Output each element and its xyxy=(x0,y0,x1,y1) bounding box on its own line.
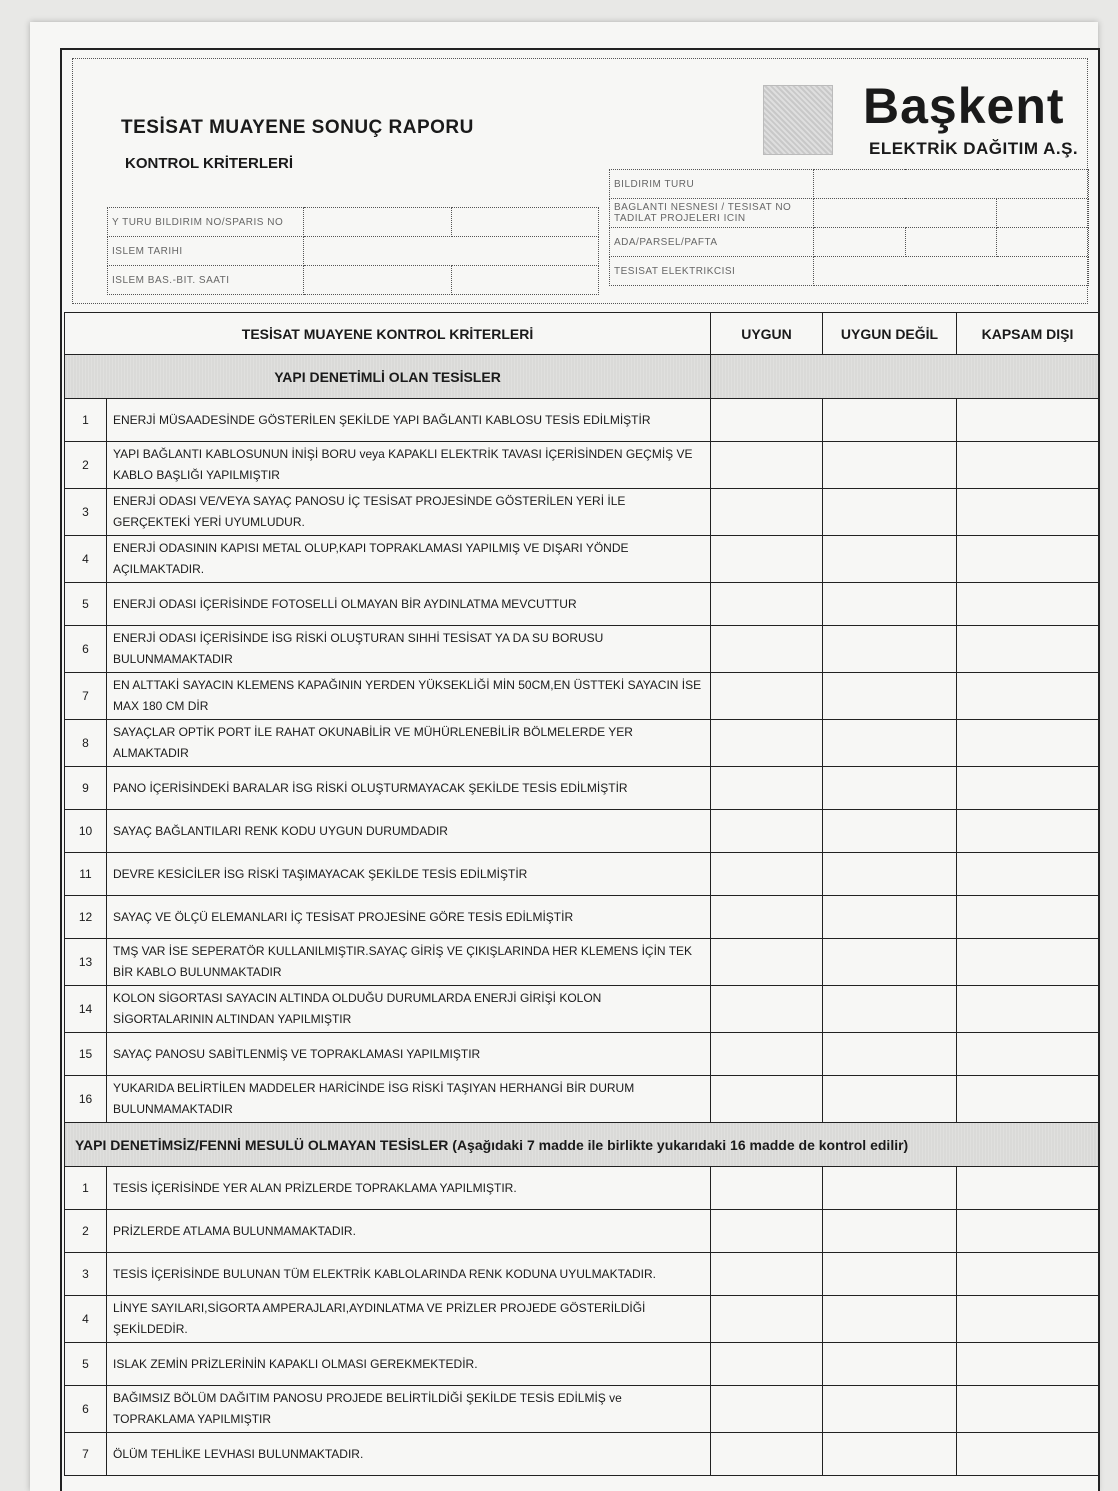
out-of-scope-checkbox-cell[interactable] xyxy=(957,939,1099,986)
criterion-text: PANO İÇERİSİNDEKİ BARALAR İSG RİSKİ OLUŞTURMAYACAK ŞEKİLDE TESİS EDİLMİŞTİR xyxy=(107,767,711,810)
not-ok-checkbox-cell[interactable] xyxy=(823,720,957,767)
table-row xyxy=(65,1296,1099,1343)
criterion-text: ENERJİ ODASININ KAPISI METAL OLUP,KAPI TOPRAKLAMASI YAPILMIŞ VE DIŞARI YÖNDE AÇILMAKTADIR. xyxy=(107,536,711,583)
stamp-image xyxy=(763,85,833,155)
ok-checkbox-cell[interactable] xyxy=(711,939,823,986)
out-of-scope-checkbox-cell[interactable] xyxy=(957,986,1099,1033)
column-header-out-of-scope: KAPSAM DIŞI xyxy=(957,313,1099,355)
page-title: TESİSAT MUAYENE SONUÇ RAPORU xyxy=(121,117,474,138)
out-of-scope-checkbox-cell[interactable] xyxy=(957,1076,1099,1123)
table-row xyxy=(65,720,1099,767)
not-ok-checkbox-cell[interactable] xyxy=(823,939,957,986)
not-ok-checkbox-cell[interactable] xyxy=(823,442,957,489)
criterion-number: 10 xyxy=(65,810,107,853)
form-frame xyxy=(60,48,1100,1491)
table-row xyxy=(65,896,1099,939)
table-row xyxy=(65,853,1099,896)
criteria-table xyxy=(64,312,1099,1476)
column-header-not-ok: UYGUN DEĞİL xyxy=(823,313,957,355)
out-of-scope-checkbox-cell[interactable] xyxy=(957,720,1099,767)
not-ok-checkbox-cell[interactable] xyxy=(823,1033,957,1076)
not-ok-checkbox-cell[interactable] xyxy=(823,1386,957,1433)
table-row xyxy=(65,1253,1099,1296)
criterion-text: TMŞ VAR İSE SEPERATÖR KULLANILMIŞTIR.SAYAÇ GİRİŞ VE ÇIKIŞLARINDA HER KLEMENS İÇİN TEK BİR KABLO BULUNMAKTADIR xyxy=(107,939,711,986)
table-row xyxy=(65,767,1099,810)
info-row xyxy=(610,170,1089,199)
not-ok-checkbox-cell[interactable] xyxy=(823,853,957,896)
section-title: YAPI DENETİMLİ OLAN TESİSLER xyxy=(65,355,711,399)
out-of-scope-checkbox-cell[interactable] xyxy=(957,896,1099,939)
criterion-number: 1 xyxy=(65,399,107,442)
info-value-field[interactable] xyxy=(814,199,997,228)
criterion-number: 4 xyxy=(65,1296,107,1343)
ok-checkbox-cell[interactable] xyxy=(711,720,823,767)
not-ok-checkbox-cell[interactable] xyxy=(823,810,957,853)
criterion-number: 8 xyxy=(65,720,107,767)
criterion-number: 15 xyxy=(65,1033,107,1076)
criterion-number: 14 xyxy=(65,986,107,1033)
table-row xyxy=(65,1386,1099,1433)
not-ok-checkbox-cell[interactable] xyxy=(823,1210,957,1253)
criterion-text: LİNYE SAYILARI,SİGORTA AMPERAJLARI,AYDINLATMA VE PRİZLER PROJEDE GÖSTERİLDİĞİ ŞEKİLDEDİR. xyxy=(107,1296,711,1343)
criterion-text: TESİS İÇERİSİNDE BULUNAN TÜM ELEKTRİK KABLOLARINDA RENK KODUNA UYULMAKTADIR. xyxy=(107,1253,711,1296)
info-label: ISLEM BAS.-BIT. SAATI xyxy=(108,266,304,295)
criterion-number: 6 xyxy=(65,626,107,673)
info-value-field[interactable] xyxy=(905,228,997,257)
criterion-number: 2 xyxy=(65,1210,107,1253)
table-row xyxy=(65,583,1099,626)
out-of-scope-checkbox-cell[interactable] xyxy=(957,767,1099,810)
criterion-text: TESİS İÇERİSİNDE YER ALAN PRİZLERDE TOPRAKLAMA YAPILMIŞTIR. xyxy=(107,1167,711,1210)
not-ok-checkbox-cell[interactable] xyxy=(823,626,957,673)
info-value-field[interactable] xyxy=(997,228,1089,257)
info-table-right xyxy=(609,169,1089,286)
criterion-number: 13 xyxy=(65,939,107,986)
ok-checkbox-cell[interactable] xyxy=(711,1167,823,1210)
out-of-scope-checkbox-cell[interactable] xyxy=(957,1253,1099,1296)
table-row xyxy=(65,1167,1099,1210)
out-of-scope-checkbox-cell[interactable] xyxy=(957,626,1099,673)
not-ok-checkbox-cell[interactable] xyxy=(823,1253,957,1296)
out-of-scope-checkbox-cell[interactable] xyxy=(957,536,1099,583)
info-value-field[interactable] xyxy=(814,170,1089,199)
not-ok-checkbox-cell[interactable] xyxy=(823,489,957,536)
criterion-number: 3 xyxy=(65,489,107,536)
criterion-text: SAYAÇ BAĞLANTILARI RENK KODU UYGUN DURUMDADIR xyxy=(107,810,711,853)
not-ok-checkbox-cell[interactable] xyxy=(823,767,957,810)
criterion-number: 6 xyxy=(65,1386,107,1433)
info-row xyxy=(108,208,599,237)
info-value-field[interactable] xyxy=(451,266,599,295)
ok-checkbox-cell[interactable] xyxy=(711,1076,823,1123)
info-value-field[interactable] xyxy=(814,257,1089,286)
info-table-left xyxy=(107,207,599,295)
criterion-number: 12 xyxy=(65,896,107,939)
ok-checkbox-cell[interactable] xyxy=(711,583,823,626)
criterion-text: ENERJİ MÜSAADESİNDE GÖSTERİLEN ŞEKİLDE YAPI BAĞLANTI KABLOSU TESİS EDİLMİŞTİR xyxy=(107,399,711,442)
out-of-scope-checkbox-cell[interactable] xyxy=(957,1167,1099,1210)
criterion-text: EN ALTTAKİ SAYACIN KLEMENS KAPAĞININ YERDEN YÜKSEKLİĞİ MİN 50CM,EN ÜSTTEKİ SAYACIN İSE MAX 180 CM DİR xyxy=(107,673,711,720)
column-header-criteria: TESİSAT MUAYENE KONTROL KRİTERLERİ xyxy=(65,313,711,355)
section-title: YAPI DENETİMSİZ/FENNİ MESULÜ OLMAYAN TESİSLER (Aşağıdaki 7 madde ile birlikte yukarıdaki 16 madde de kontrol edilir) xyxy=(65,1123,1099,1167)
info-value-field[interactable] xyxy=(304,266,452,295)
ok-checkbox-cell[interactable] xyxy=(711,1296,823,1343)
criterion-number: 16 xyxy=(65,1076,107,1123)
out-of-scope-checkbox-cell[interactable] xyxy=(957,853,1099,896)
criterion-text: ENERJİ ODASI VE/VEYA SAYAÇ PANOSU İÇ TESİSAT PROJESİNDE GÖSTERİLEN YERİ İLE GERÇEKTEKİ YERİ UYUMLUDUR. xyxy=(107,489,711,536)
table-row xyxy=(65,810,1099,853)
info-label: TESISAT ELEKTRIKCISI xyxy=(610,257,814,286)
criterion-text: SAYAÇLAR OPTİK PORT İLE RAHAT OKUNABİLİR VE MÜHÜRLENEBİLİR BÖLMELERDE YER ALMAKTADIR xyxy=(107,720,711,767)
table-row xyxy=(65,1210,1099,1253)
criterion-number: 5 xyxy=(65,1343,107,1386)
ok-checkbox-cell[interactable] xyxy=(711,626,823,673)
criterion-number: 7 xyxy=(65,1433,107,1476)
out-of-scope-checkbox-cell[interactable] xyxy=(957,1386,1099,1433)
table-row xyxy=(65,1343,1099,1386)
form-header xyxy=(72,58,1088,304)
ok-checkbox-cell[interactable] xyxy=(711,1433,823,1476)
section-header-row xyxy=(65,1123,1099,1167)
ok-checkbox-cell[interactable] xyxy=(711,1343,823,1386)
table-row xyxy=(65,489,1099,536)
out-of-scope-checkbox-cell[interactable] xyxy=(957,489,1099,536)
ok-checkbox-cell[interactable] xyxy=(711,442,823,489)
ok-checkbox-cell[interactable] xyxy=(711,489,823,536)
criterion-number: 2 xyxy=(65,442,107,489)
table-row xyxy=(65,939,1099,986)
criterion-text: DEVRE KESİCİLER İSG RİSKİ TAŞIMAYACAK ŞEKİLDE TESİS EDİLMİŞTİR xyxy=(107,853,711,896)
not-ok-checkbox-cell[interactable] xyxy=(823,536,957,583)
out-of-scope-checkbox-cell[interactable] xyxy=(957,442,1099,489)
out-of-scope-checkbox-cell[interactable] xyxy=(957,673,1099,720)
not-ok-checkbox-cell[interactable] xyxy=(823,896,957,939)
criterion-text: ENERJİ ODASI İÇERİSİNDE FOTOSELLİ OLMAYAN BİR AYDINLATMA MEVCUTTUR xyxy=(107,583,711,626)
table-row xyxy=(65,442,1099,489)
not-ok-checkbox-cell[interactable] xyxy=(823,1167,957,1210)
not-ok-checkbox-cell[interactable] xyxy=(823,1343,957,1386)
info-label: BAGLANTI NESNESI / TESISAT NO TADILAT PROJELERI ICIN xyxy=(610,199,814,228)
out-of-scope-checkbox-cell[interactable] xyxy=(957,583,1099,626)
info-value-field[interactable] xyxy=(997,199,1089,228)
ok-checkbox-cell[interactable] xyxy=(711,1253,823,1296)
not-ok-checkbox-cell[interactable] xyxy=(823,1433,957,1476)
ok-checkbox-cell[interactable] xyxy=(711,1386,823,1433)
page-subtitle: KONTROL KRİTERLERİ xyxy=(125,155,294,172)
out-of-scope-checkbox-cell[interactable] xyxy=(957,1210,1099,1253)
criterion-number: 3 xyxy=(65,1253,107,1296)
info-label: ISLEM TARIHI xyxy=(108,237,304,266)
section-header-blank xyxy=(711,355,1099,399)
not-ok-checkbox-cell[interactable] xyxy=(823,986,957,1033)
not-ok-checkbox-cell[interactable] xyxy=(823,399,957,442)
out-of-scope-checkbox-cell[interactable] xyxy=(957,1296,1099,1343)
ok-checkbox-cell[interactable] xyxy=(711,673,823,720)
ok-checkbox-cell[interactable] xyxy=(711,1210,823,1253)
info-row xyxy=(108,237,599,266)
table-row xyxy=(65,626,1099,673)
out-of-scope-checkbox-cell[interactable] xyxy=(957,810,1099,853)
criterion-text: YUKARIDA BELİRTİLEN MADDELER HARİCİNDE İSG RİSKİ TAŞIYAN HERHANGİ BİR DURUM BULUNMAMAKTADIR xyxy=(107,1076,711,1123)
table-row xyxy=(65,1433,1099,1476)
info-row xyxy=(108,266,599,295)
info-row xyxy=(610,257,1089,286)
column-header-ok: UYGUN xyxy=(711,313,823,355)
ok-checkbox-cell[interactable] xyxy=(711,896,823,939)
table-row xyxy=(65,1076,1099,1123)
ok-checkbox-cell[interactable] xyxy=(711,536,823,583)
criterion-number: 7 xyxy=(65,673,107,720)
criterion-text: SAYAÇ PANOSU SABİTLENMİŞ VE TOPRAKLAMASI YAPILMIŞTIR xyxy=(107,1033,711,1076)
out-of-scope-checkbox-cell[interactable] xyxy=(957,1343,1099,1386)
table-row xyxy=(65,673,1099,720)
info-label: BILDIRIM TURU xyxy=(610,170,814,199)
table-row xyxy=(65,1033,1099,1076)
ok-checkbox-cell[interactable] xyxy=(711,1033,823,1076)
criterion-text: ENERJİ ODASI İÇERİSİNDE İSG RİSKİ OLUŞTURAN SIHHİ TESİSAT YA DA SU BORUSU BULUNMAMAKTADIR xyxy=(107,626,711,673)
criterion-number: 11 xyxy=(65,853,107,896)
info-row xyxy=(610,228,1089,257)
criterion-text: PRİZLERDE ATLAMA BULUNMAMAKTADIR. xyxy=(107,1210,711,1253)
not-ok-checkbox-cell[interactable] xyxy=(823,1296,957,1343)
table-row xyxy=(65,536,1099,583)
ok-checkbox-cell[interactable] xyxy=(711,767,823,810)
info-value-field[interactable] xyxy=(451,208,599,237)
out-of-scope-checkbox-cell[interactable] xyxy=(957,399,1099,442)
criterion-text: KOLON SİGORTASI SAYACIN ALTINDA OLDUĞU DURUMLARDA ENERJİ GİRİŞİ KOLON SİGORTALARININ ALTINDAN YAPILMIŞTIR xyxy=(107,986,711,1033)
criterion-text: YAPI BAĞLANTI KABLOSUNUN İNİŞİ BORU veya KAPAKLI ELEKTRİK TAVASI İÇERİSİNDEN GEÇMİŞ VE KABLO BAŞLIĞI YAPILMIŞTIR xyxy=(107,442,711,489)
not-ok-checkbox-cell[interactable] xyxy=(823,583,957,626)
ok-checkbox-cell[interactable] xyxy=(711,853,823,896)
not-ok-checkbox-cell[interactable] xyxy=(823,1076,957,1123)
criterion-number: 4 xyxy=(65,536,107,583)
table-row xyxy=(65,399,1099,442)
criterion-text: BAĞIMSIZ BÖLÜM DAĞITIM PANOSU PROJEDE BELİRTİLDİĞİ ŞEKİLDE TESİS EDİLMİŞ ve TOPRAKLAMA YAPILMIŞTIR xyxy=(107,1386,711,1433)
criterion-text: ÖLÜM TEHLİKE LEVHASI BULUNMAKTADIR. xyxy=(107,1433,711,1476)
info-value-field[interactable] xyxy=(304,237,599,266)
ok-checkbox-cell[interactable] xyxy=(711,810,823,853)
criterion-number: 5 xyxy=(65,583,107,626)
ok-checkbox-cell[interactable] xyxy=(711,986,823,1033)
criterion-number: 9 xyxy=(65,767,107,810)
table-row xyxy=(65,986,1099,1033)
criterion-text: SAYAÇ VE ÖLÇÜ ELEMANLARI İÇ TESİSAT PROJESİNE GÖRE TESİS EDİLMİŞTİR xyxy=(107,896,711,939)
out-of-scope-checkbox-cell[interactable] xyxy=(957,1433,1099,1476)
paper-sheet xyxy=(30,22,1098,1491)
brand-logo-text: Başkent xyxy=(863,78,1065,134)
table-header-row xyxy=(65,313,1099,355)
info-value-field[interactable] xyxy=(814,228,906,257)
info-value-field[interactable] xyxy=(304,208,452,237)
info-label: Y TURU BILDIRIM NO/SPARIS NO xyxy=(108,208,304,237)
criterion-text: ISLAK ZEMİN PRİZLERİNİN KAPAKLI OLMASI GEREKMEKTEDİR. xyxy=(107,1343,711,1386)
brand-subtitle: ELEKTRİK DAĞITIM A.Ş. xyxy=(869,139,1079,158)
info-label: ADA/PARSEL/PAFTA xyxy=(610,228,814,257)
ok-checkbox-cell[interactable] xyxy=(711,399,823,442)
info-row xyxy=(610,199,1089,228)
section-header-row xyxy=(65,355,1099,399)
out-of-scope-checkbox-cell[interactable] xyxy=(957,1033,1099,1076)
criterion-number: 1 xyxy=(65,1167,107,1210)
not-ok-checkbox-cell[interactable] xyxy=(823,673,957,720)
